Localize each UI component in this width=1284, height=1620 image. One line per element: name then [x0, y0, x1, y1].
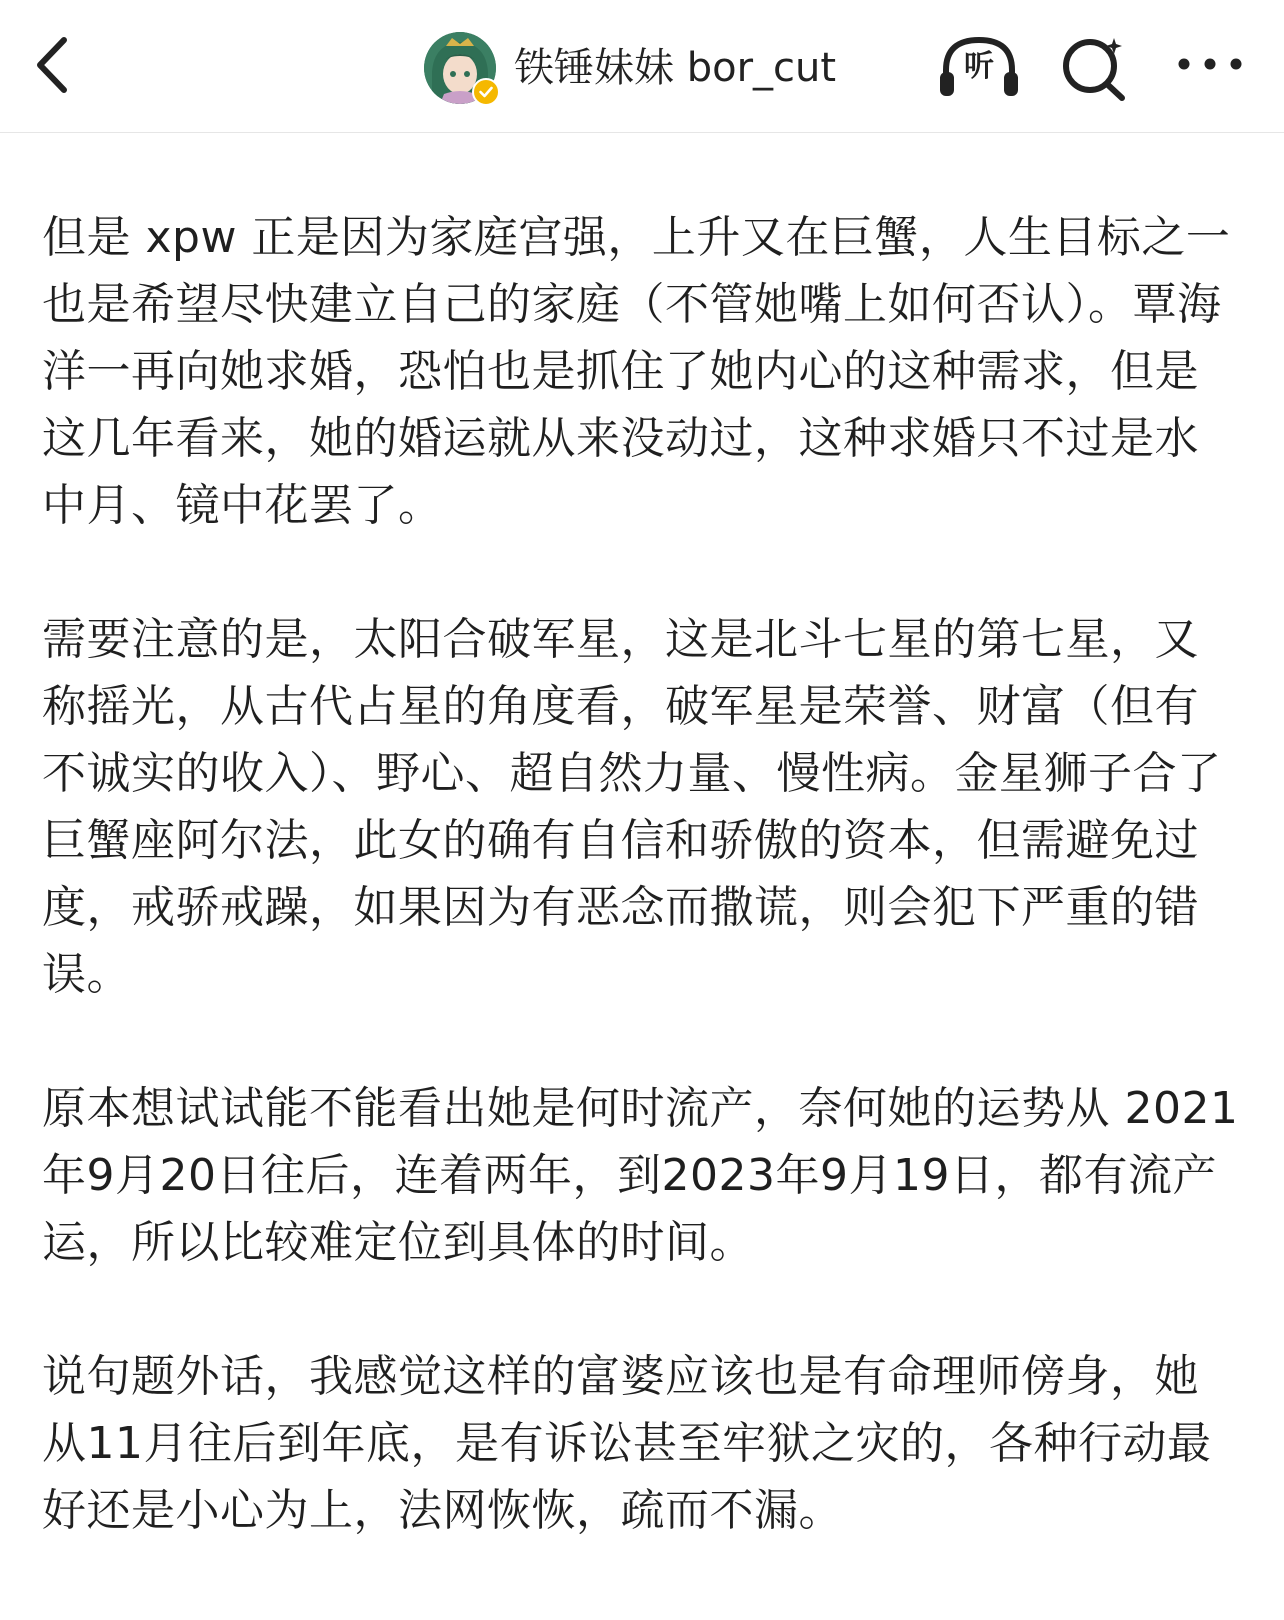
- post-paragraph: 说句题外话，我感觉这样的富婆应该也是有命理师傍身，她从11月往后到年底，是有诉讼甚至牢狱之灾的，各种行动最好还是小心为上，法网恢恢，疏而不漏。: [42, 1351, 1212, 1536]
- username[interactable]: 铁锤妹妹 bor_cut: [514, 45, 837, 91]
- verified-check-icon: [474, 80, 498, 104]
- back-button[interactable]: [26, 30, 86, 100]
- search-button[interactable]: [1060, 32, 1128, 102]
- search-icon: [1060, 32, 1128, 102]
- avatar[interactable]: [424, 32, 496, 104]
- post-paragraph: 但是 xpw 正是因为家庭宫强，上升又在巨蟹，人生目标之一也是希望尽快建立自己的家庭（不管她嘴上如何否认）。覃海洋一再向她求婚，恐怕也是抓住了她内心的这种需求，但是这几年看来，她的婚运就从来没动过，这种求婚只不过是水中月、镜中花罢了。: [42, 212, 1231, 531]
- post-content: [42, 204, 1242, 1611]
- chevron-left-icon: [26, 30, 86, 100]
- more-dots-icon: [1174, 44, 1246, 84]
- listen-button[interactable]: [938, 34, 1020, 100]
- post-paragraph: 需要注意的是，太阳合破军星，这是北斗七星的第七星，又称摇光，从古代占星的角度看，破军星是荣誉、财富（但有不诚实的收入）、野心、超自然力量、慢性病。金星狮子合了巨蟹座阿尔法，此女的确有自信和骄傲的资本，但需避免过度，戒骄戒躁，如果因为有恶念而撒谎，则会犯下严重的错误。: [42, 614, 1222, 1000]
- post-paragraph: 原本想试试能不能看出她是何时流产，奈何她的运势从 2021年9月20日往后，连着两年，到2023年9月19日，都有流产运，所以比较难定位到具体的时间。: [42, 1083, 1239, 1268]
- more-options-button[interactable]: [1174, 44, 1246, 84]
- verified-badge: [472, 78, 500, 106]
- top-navigation-bar: [0, 0, 1284, 133]
- listen-label: 听: [964, 49, 994, 84]
